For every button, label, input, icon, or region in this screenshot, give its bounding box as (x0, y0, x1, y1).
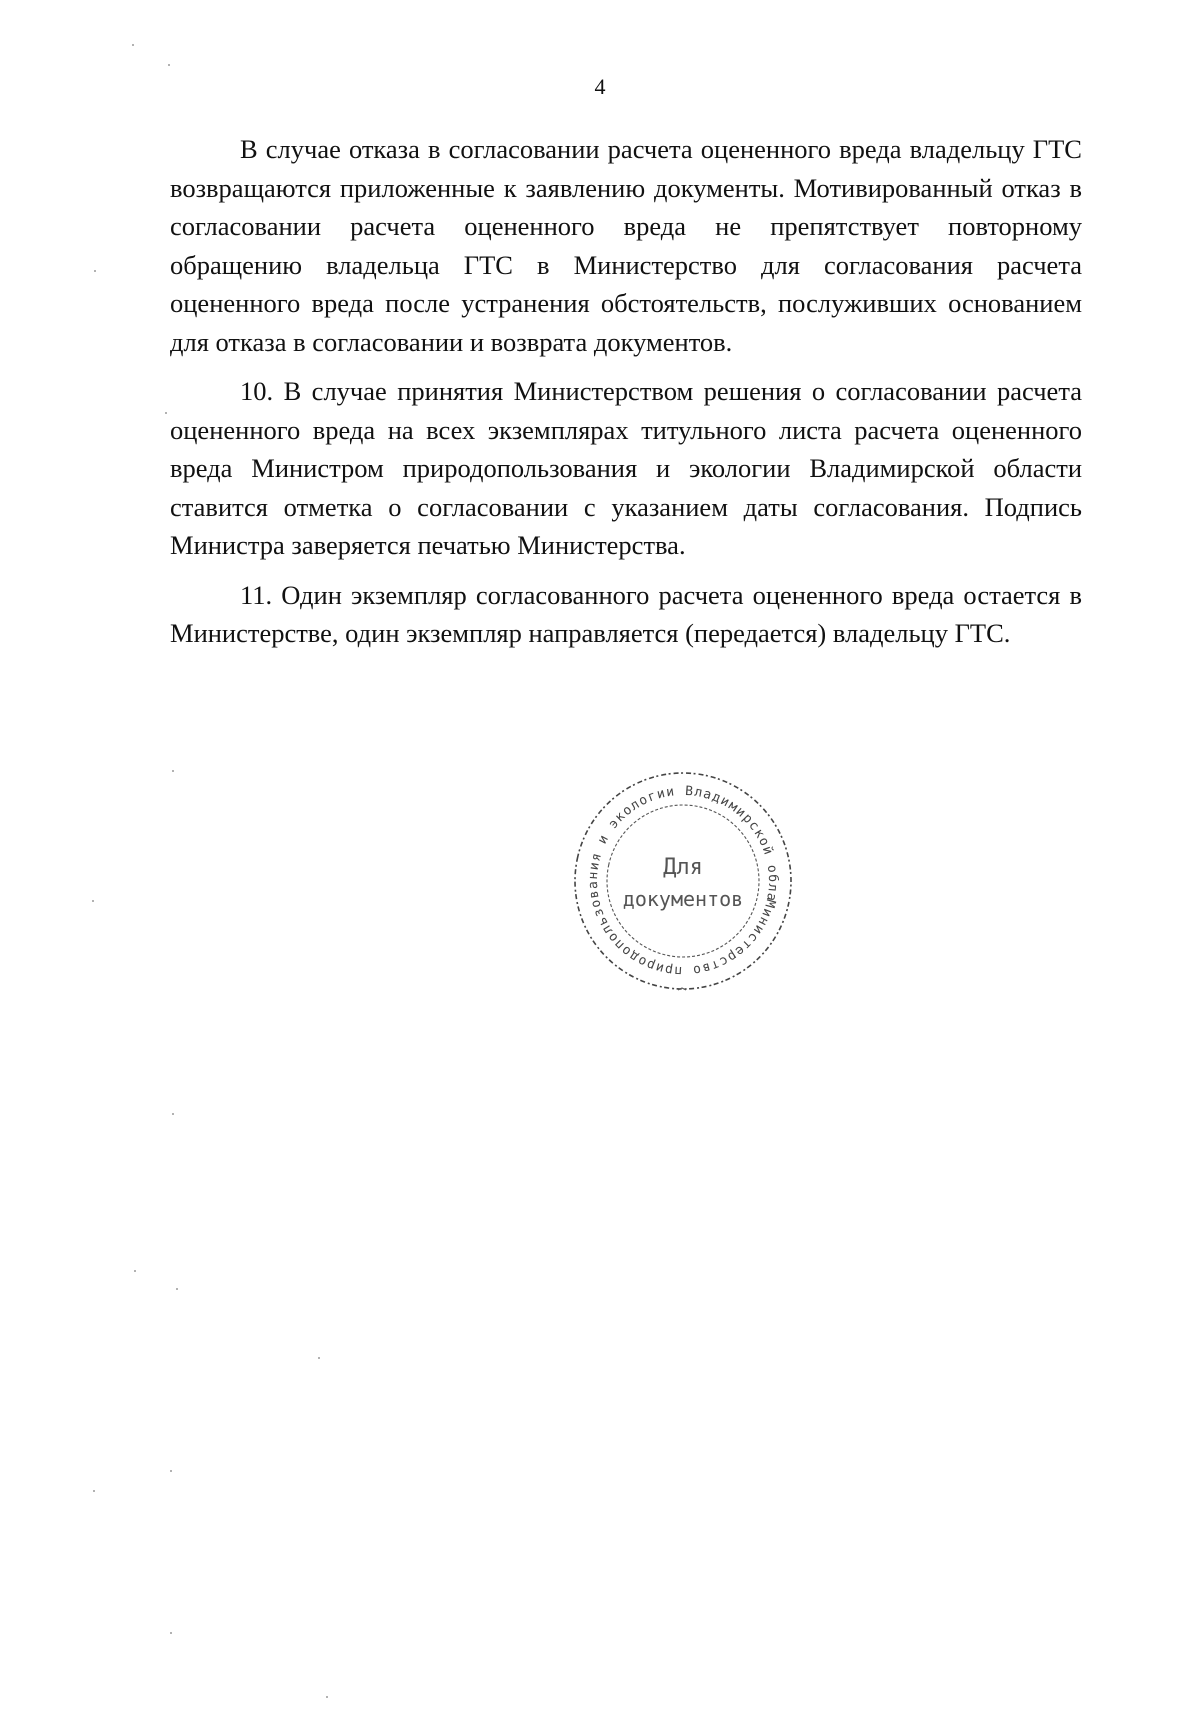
scan-speck (93, 1490, 95, 1492)
scan-speck (172, 1113, 174, 1115)
scan-speck (326, 1696, 328, 1698)
document-body (170, 130, 1082, 653)
scan-speck (134, 1270, 136, 1272)
scan-speck (165, 412, 167, 414)
paragraph-refusal-return: В случае отказа в согласовании расчета оцененного вреда владельцу ГТС возвращаются приложенные к заявлению документы. Мотивированный отказ в согласовании расчета оцененного вреда не препятствует повторному обращению владельца ГТС в Министерство для согласования расчета оцененного вреда после устранения обстоятельств, послуживших основанием для отказа в согласовании и возврата документов. (170, 134, 1082, 357)
scan-speck (132, 44, 134, 46)
scan-speck (92, 900, 94, 902)
scan-speck (172, 770, 174, 772)
scan-speck (168, 64, 170, 66)
page-number: 4 (594, 74, 606, 99)
stamp-center-line-2: документов (622, 887, 744, 911)
scan-speck (170, 1632, 172, 1634)
paragraph-10-approval-mark: 10. В случае принятия Министерством решения о согласовании расчета оцененного вреда на всех экземплярах титульного листа расчета оцененного вреда Министром природопользования и экологии Владимирской области ставится отметка о согласовании с указанием даты согласования. Подпись Министра заверяется печатью Министерства. (170, 376, 1082, 560)
ministry-seal-stamp (566, 768, 800, 994)
scan-speck (170, 1470, 172, 1472)
svg-text:Министерство природопользовани (566, 768, 800, 994)
scan-speck (318, 1357, 320, 1359)
stamp-center-line-1: Для (663, 855, 703, 880)
stamp-ring-text: Министерство природопользования и экологии Владимирской области (585, 783, 781, 979)
paragraph-11-copies: 11. Один экземпляр согласованного расчета оцененного вреда остается в Министерстве, один экземпляр направляется (передается) владельцу ГТС. (170, 579, 1082, 648)
scan-speck (94, 270, 96, 272)
scan-speck (176, 1288, 178, 1290)
